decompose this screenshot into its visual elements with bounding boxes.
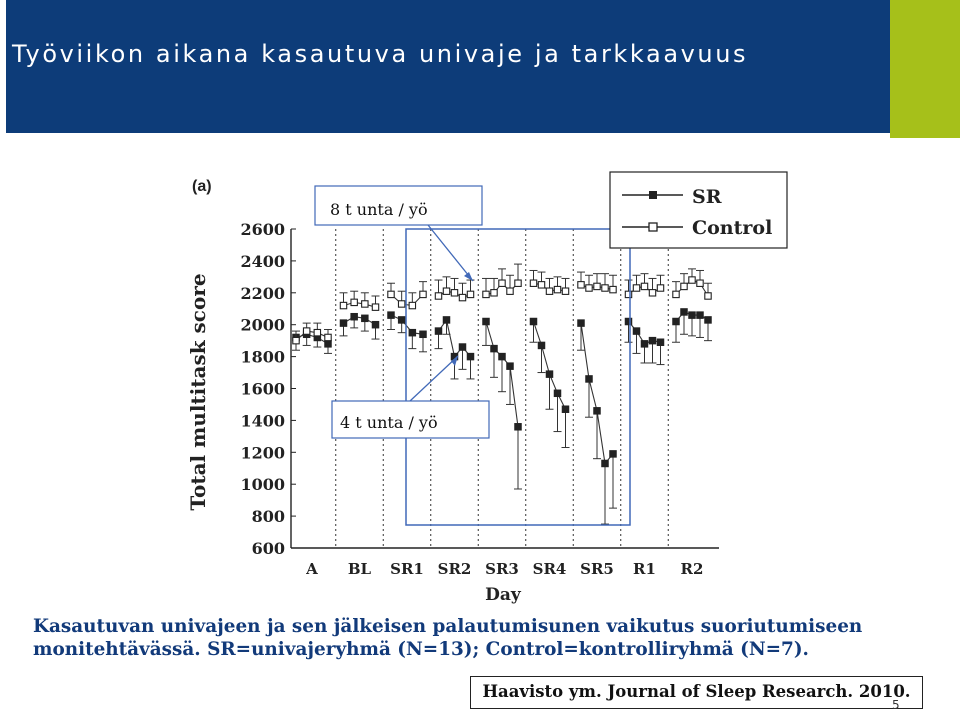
y-tick-labels xyxy=(240,220,296,558)
sr-point xyxy=(515,424,521,430)
sr-point xyxy=(372,322,378,328)
panel-label: (a) xyxy=(192,178,212,195)
control-point xyxy=(586,285,592,291)
control-point xyxy=(388,291,394,297)
x-tick-label: SR2 xyxy=(437,560,472,578)
sr-point xyxy=(633,328,639,334)
sr-point xyxy=(578,320,584,326)
sr-point xyxy=(705,317,711,323)
sr-point xyxy=(409,329,415,335)
sr-point xyxy=(491,345,497,351)
control-point xyxy=(562,288,568,294)
chart-axes xyxy=(291,229,719,548)
series-line-control xyxy=(344,302,376,307)
x-tick-label: SR1 xyxy=(390,560,424,578)
x-tick-labels xyxy=(305,560,703,578)
sr-point xyxy=(602,460,608,466)
sr-point xyxy=(483,318,489,324)
series-line-control xyxy=(391,294,423,305)
legend-control-label: Control xyxy=(692,217,773,239)
control-point xyxy=(673,291,679,297)
chart-series xyxy=(292,264,712,524)
sr-point xyxy=(610,451,616,457)
control-point xyxy=(451,290,457,296)
sr-point xyxy=(499,353,505,359)
control-point xyxy=(578,282,584,288)
control-point xyxy=(483,291,489,297)
sr-point xyxy=(507,363,513,369)
control-point xyxy=(657,285,663,291)
control-point xyxy=(697,280,703,286)
y-tick-label: 1600 xyxy=(240,379,285,399)
control-point xyxy=(633,285,639,291)
control-point xyxy=(314,329,320,335)
control-point xyxy=(491,290,497,296)
control-point xyxy=(681,283,687,289)
legend-control-marker xyxy=(649,223,657,231)
page-number: 5 xyxy=(892,698,900,712)
slide-title: Työviikon aikana kasautuva univaje ja tarkkaavuus xyxy=(12,40,749,68)
y-tick-label: 2600 xyxy=(240,220,285,239)
sr-point xyxy=(681,309,687,315)
y-tick-label: 2400 xyxy=(240,251,285,271)
figure-caption xyxy=(33,615,933,661)
control-point xyxy=(499,280,505,286)
y-tick-label: 1800 xyxy=(240,347,285,367)
sr-point xyxy=(538,342,544,348)
y-tick-label: 1000 xyxy=(240,475,285,495)
control-point xyxy=(641,283,647,289)
control-point xyxy=(351,299,357,305)
control-point xyxy=(507,288,513,294)
legend-sr-marker xyxy=(649,191,657,199)
y-tick-label: 1200 xyxy=(240,443,285,463)
control-point xyxy=(325,334,331,340)
sr-point xyxy=(689,312,695,318)
control-point xyxy=(594,283,600,289)
sr-point xyxy=(362,315,368,321)
control-point xyxy=(546,288,552,294)
sr-point xyxy=(467,353,473,359)
sr-point xyxy=(673,318,679,324)
y-tick-label: 2000 xyxy=(240,315,285,335)
control-point xyxy=(538,282,544,288)
sr-point xyxy=(351,314,357,320)
control-point xyxy=(398,301,404,307)
x-tick-label: R2 xyxy=(680,560,704,578)
sr-point xyxy=(546,371,552,377)
control-point xyxy=(303,328,309,334)
annotation-8h-label: 8 t unta / yö xyxy=(330,200,428,219)
control-point xyxy=(459,294,465,300)
sr-point xyxy=(530,318,536,324)
control-point xyxy=(420,291,426,297)
control-point xyxy=(554,286,560,292)
control-point xyxy=(649,290,655,296)
legend-sr-label: SR xyxy=(692,186,722,208)
series-line-sr xyxy=(391,315,423,334)
source-citation: Haavisto ym. Journal of Sleep Research. 2010. xyxy=(470,676,923,709)
x-tick-label: R1 xyxy=(633,560,656,578)
series-line-sr xyxy=(344,317,376,325)
sr-point xyxy=(325,341,331,347)
sr-point xyxy=(697,312,703,318)
x-tick-label: SR5 xyxy=(580,560,614,578)
control-point xyxy=(610,286,616,292)
control-point xyxy=(602,285,608,291)
sr-point xyxy=(649,337,655,343)
control-point xyxy=(340,302,346,308)
sr-point xyxy=(594,408,600,414)
y-tick-label: 1400 xyxy=(240,411,285,431)
y-tick-label: 600 xyxy=(251,539,285,558)
sr-point xyxy=(554,390,560,396)
sr-point xyxy=(443,317,449,323)
annotation-arrow-8h xyxy=(428,225,473,281)
sr-point xyxy=(459,344,465,350)
sr-point xyxy=(657,339,663,345)
sr-point xyxy=(562,406,568,412)
sr-point xyxy=(641,341,647,347)
y-tick-label: 800 xyxy=(251,507,285,527)
sr-point xyxy=(435,328,441,334)
control-point xyxy=(467,291,473,297)
annotation-4h-label: 4 t unta / yö xyxy=(340,413,438,432)
control-point xyxy=(689,277,695,283)
control-point xyxy=(530,280,536,286)
series-line-sr xyxy=(439,320,471,357)
x-axis-title: Day xyxy=(485,585,521,605)
y-axis-title: Total multitask score xyxy=(186,273,210,511)
control-point xyxy=(443,288,449,294)
sr-point xyxy=(340,320,346,326)
caption-line-2: monitehtävässä. SR=univajeryhmä (N=13); Control=kontrolliryhmä (N=7). xyxy=(33,639,809,660)
control-point xyxy=(362,301,368,307)
control-point xyxy=(435,293,441,299)
x-tick-label: SR4 xyxy=(532,560,567,578)
caption-line-1: Kasautuvan univajeen ja sen jälkeisen palautumisunen vaikutus suoriutumiseen xyxy=(33,616,863,637)
control-point xyxy=(372,304,378,310)
sr-point xyxy=(420,331,426,337)
sr-point xyxy=(388,312,394,318)
control-point xyxy=(409,302,415,308)
control-point xyxy=(705,293,711,299)
x-tick-label: BL xyxy=(347,560,372,578)
control-point xyxy=(293,337,299,343)
x-tick-label: A xyxy=(306,560,318,578)
sr-point xyxy=(586,376,592,382)
control-point xyxy=(515,280,521,286)
x-tick-label: SR3 xyxy=(485,560,519,578)
sr-point xyxy=(398,317,404,323)
y-tick-label: 2200 xyxy=(240,283,285,303)
